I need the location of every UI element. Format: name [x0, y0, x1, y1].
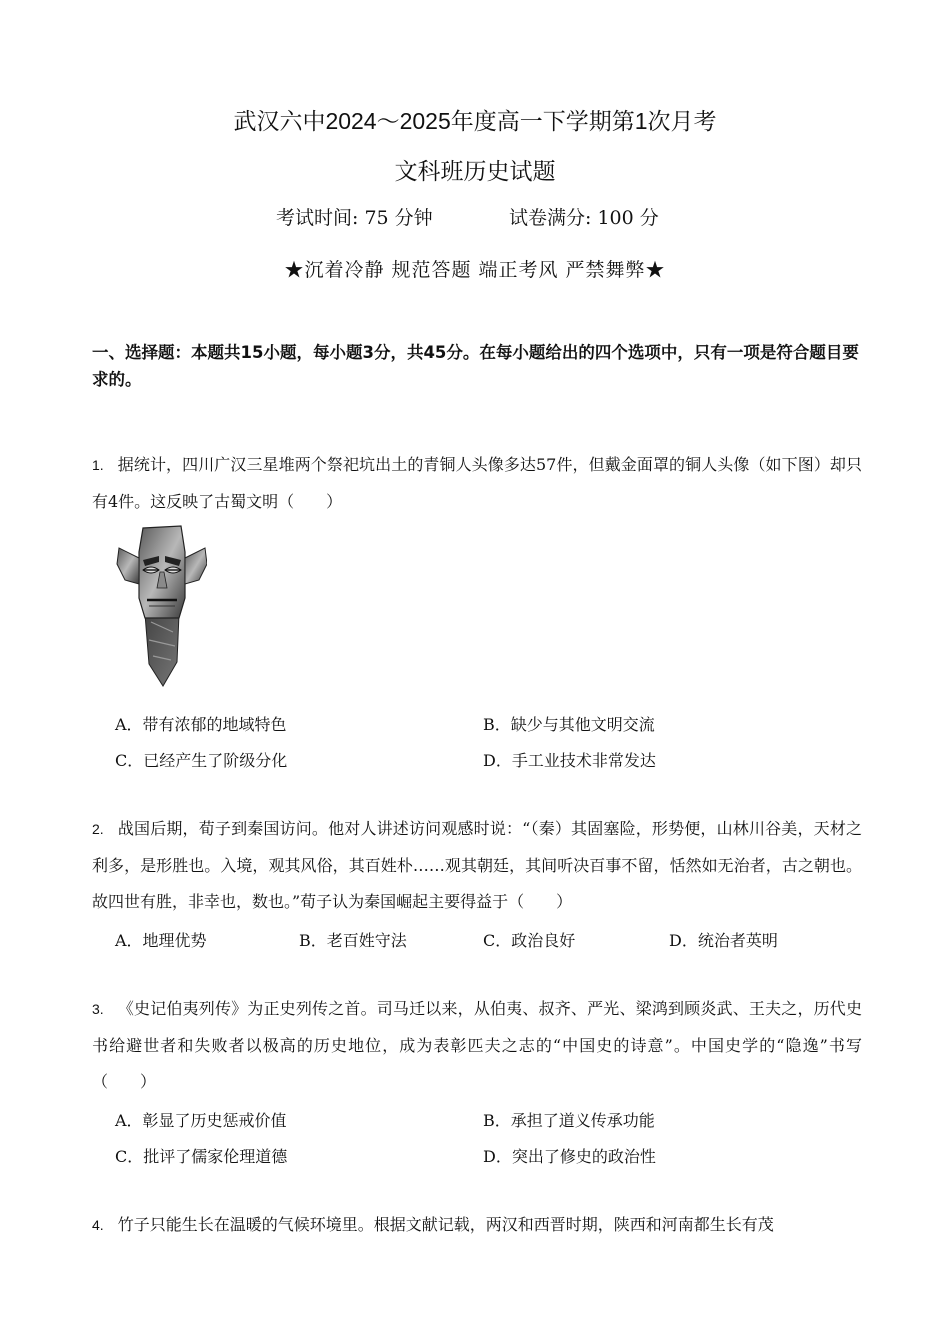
full-score: 试卷满分: 100 分 — [509, 207, 659, 229]
exam-motto: ★沉着冷静 规范答题 端正考风 严禁舞弊★ — [284, 259, 666, 281]
question-1 — [92, 447, 862, 520]
question-number: 3. — [92, 1001, 104, 1017]
question-3 — [92, 991, 862, 1101]
question-text: 竹子只能生长在温暖的气候环境里。根据文献记载，两汉和西晋时期，陕西和河南都生长有茂 — [117, 1215, 774, 1234]
question-text: 《史记伯夷列传》为正史列传之首。司马迁以来，从伯夷、叔齐、严光、梁鸿到顾炎武、王夫之，历代史书给避世者和失败者以极高的历史地位，成为表彰匹夫之志的“中国史的诗意”。中国史学的“隐逸”书写（ ） — [92, 999, 862, 1091]
q3-option-a: A．彰显了历史惩戒价值 — [115, 1111, 287, 1130]
exam-title: 武汉六中2024～2025年度高一下学期第1次月考 — [233, 108, 717, 134]
q3-option-d: D．突出了修史的政治性 — [483, 1147, 656, 1166]
q1-option-b: B．缺少与其他文明交流 — [483, 715, 655, 734]
question-number: 4. — [92, 1217, 104, 1233]
q3-option-c: C．批评了儒家伦理道德 — [115, 1147, 288, 1166]
question-number: 1. — [92, 457, 104, 473]
exam-time: 考试时间: 75 分钟 — [276, 207, 433, 229]
question-2 — [92, 811, 862, 921]
question-text: 据统计，四川广汉三星堆两个祭祀坑出土的青铜人头像多达57件，但戴金面罩的铜人头像（如下图）却只有4件。这反映了古蜀文明（ ） — [92, 455, 862, 511]
q3-option-b: B．承担了道义传承功能 — [483, 1111, 655, 1130]
q2-option-d: D．统治者英明 — [669, 931, 778, 950]
section-heading: 一、选择题：本题共15小题，每小题3分，共45分。在每小题给出的四个选项中，只有一项是符合题目要求的。 — [92, 343, 859, 389]
q1-option-a: A．带有浓郁的地域特色 — [115, 715, 287, 734]
question-number: 2. — [92, 821, 104, 837]
gold-mask-bronze-head-image — [115, 522, 207, 688]
q1-option-c: C．已经产生了阶级分化 — [115, 751, 288, 770]
bronze-mask-figure — [115, 522, 207, 688]
q2-option-c: C．政治良好 — [483, 931, 576, 950]
exam-subtitle: 文科班历史试题 — [394, 158, 556, 184]
q2-option-a: A．地理优势 — [115, 931, 207, 950]
q1-option-d: D．手工业技术非常发达 — [483, 751, 656, 770]
q2-option-b: B．老百姓守法 — [299, 931, 407, 950]
question-text: 战国后期，荀子到秦国访问。他对人讲述访问观感时说：“（秦）其固塞险，形势便，山林川谷美，天材之利多，是形胜也。入境，观其风俗，其百姓朴……观其朝廷，其间听决百事不留，恬然如无治者，古之朝也。故四世有胜，非幸也，数也。”荀子认为秦国崛起主要得益于（ ） — [92, 819, 862, 911]
question-4 — [92, 1207, 862, 1244]
